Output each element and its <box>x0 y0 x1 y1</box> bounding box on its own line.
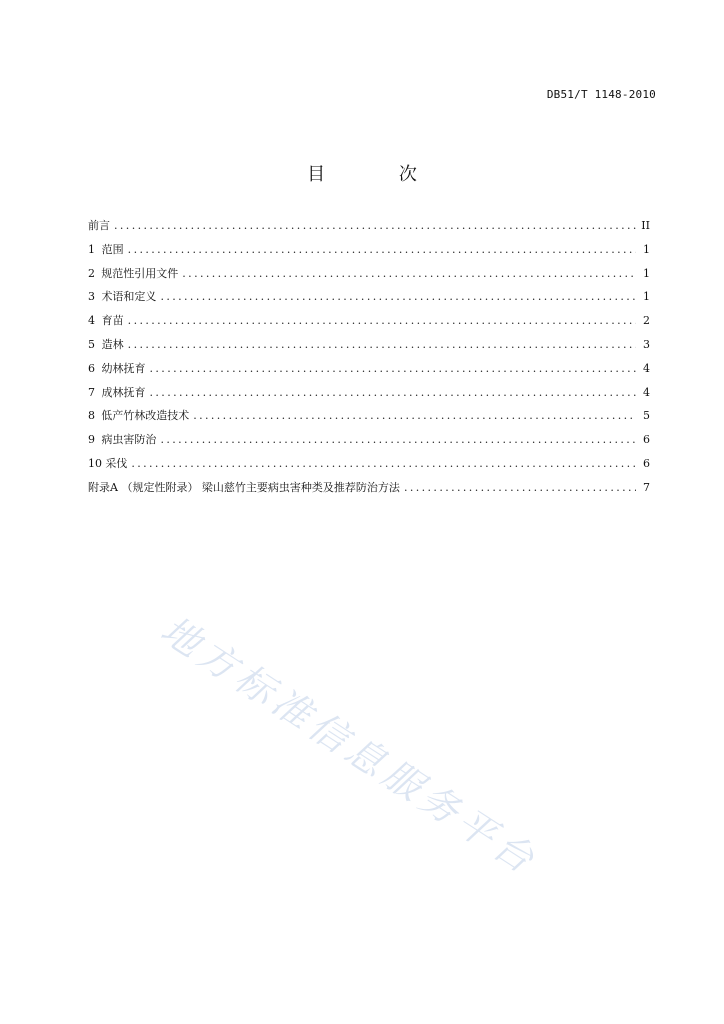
toc-entry-page: 1 <box>643 242 650 256</box>
document-code: DB51/T 1148-2010 <box>546 88 656 101</box>
toc-entry-number: 4 <box>88 314 95 328</box>
toc-leader-dots <box>150 385 636 401</box>
toc-leader-dots <box>404 480 636 496</box>
toc-leader-dots <box>131 456 636 472</box>
toc-entry-page: 1 <box>643 266 650 280</box>
toc-entry-terms-definitions[interactable] <box>88 289 650 313</box>
toc-entry-number: 10 <box>88 456 102 470</box>
toc-entry-seedling[interactable] <box>88 313 650 337</box>
toc-entry-page: 4 <box>643 361 650 375</box>
toc-leader-dots <box>160 289 636 305</box>
toc-entry-label: 低产竹林改造技术 <box>101 409 190 423</box>
toc-entry-page: II <box>641 219 650 232</box>
toc-entry-number: 3 <box>88 290 95 304</box>
toc-entry-pest-control[interactable] <box>88 432 650 456</box>
toc-entry-label: 附录A （规定性附录） 梁山慈竹主要病虫害种类及推荐防治方法 <box>88 480 400 494</box>
toc-entry-harvesting[interactable] <box>88 456 650 480</box>
toc-entry-page: 3 <box>643 337 650 351</box>
watermark: 地方标准信息服务平台 <box>153 607 547 885</box>
toc-entry-label: 范围 <box>101 242 124 256</box>
toc-entry-number: 7 <box>88 385 95 399</box>
toc-entry-label: 前言 <box>88 219 110 232</box>
toc-entry-number: 9 <box>88 433 95 447</box>
toc-entry-label: 术语和定义 <box>101 290 157 304</box>
toc-entry-page: 4 <box>643 385 650 399</box>
toc-entry-label: 造林 <box>101 337 124 351</box>
toc-entry-page: 5 <box>643 409 650 423</box>
toc-entry-young-forest-tending[interactable] <box>88 361 650 385</box>
toc-entry-scope[interactable] <box>88 242 650 266</box>
toc-entry-label: 幼林抚育 <box>101 361 146 375</box>
toc-entry-label: 规范性引用文件 <box>101 266 179 280</box>
toc-leader-dots <box>150 361 636 377</box>
toc-entry-label: 采伐 <box>105 456 128 470</box>
toc-entry-foreword[interactable] <box>88 218 650 242</box>
toc-leader-dots <box>128 313 636 329</box>
toc-entry-number: 2 <box>88 266 95 280</box>
toc-entry-afforestation[interactable] <box>88 337 650 361</box>
toc-entry-low-yield-improvement[interactable] <box>88 408 650 432</box>
toc-entry-page: 1 <box>643 290 650 304</box>
toc-leader-dots <box>128 337 636 353</box>
toc-entry-label: 成林抚育 <box>101 385 146 399</box>
toc-entry-appendix-a[interactable] <box>88 480 650 504</box>
toc-title: 目 次 <box>307 164 451 185</box>
toc-leader-dots <box>114 218 636 234</box>
toc-entry-page: 7 <box>643 480 650 494</box>
table-of-contents <box>88 218 650 504</box>
toc-entry-label: 病虫害防治 <box>101 433 157 447</box>
toc-entry-normative-references[interactable] <box>88 266 650 290</box>
toc-leader-dots <box>193 408 636 424</box>
toc-entry-number: 1 <box>88 242 95 256</box>
toc-entry-mature-forest-tending[interactable] <box>88 385 650 409</box>
toc-entry-page: 6 <box>643 433 650 447</box>
toc-leader-dots <box>182 266 636 282</box>
toc-entry-page: 6 <box>643 456 650 470</box>
toc-entry-number: 6 <box>88 361 95 375</box>
toc-entry-label: 育苗 <box>101 314 124 328</box>
toc-leader-dots <box>160 432 636 448</box>
toc-entry-number: 8 <box>88 409 95 423</box>
toc-leader-dots <box>128 242 636 258</box>
toc-entry-number: 5 <box>88 337 95 351</box>
toc-entry-page: 2 <box>643 314 650 328</box>
